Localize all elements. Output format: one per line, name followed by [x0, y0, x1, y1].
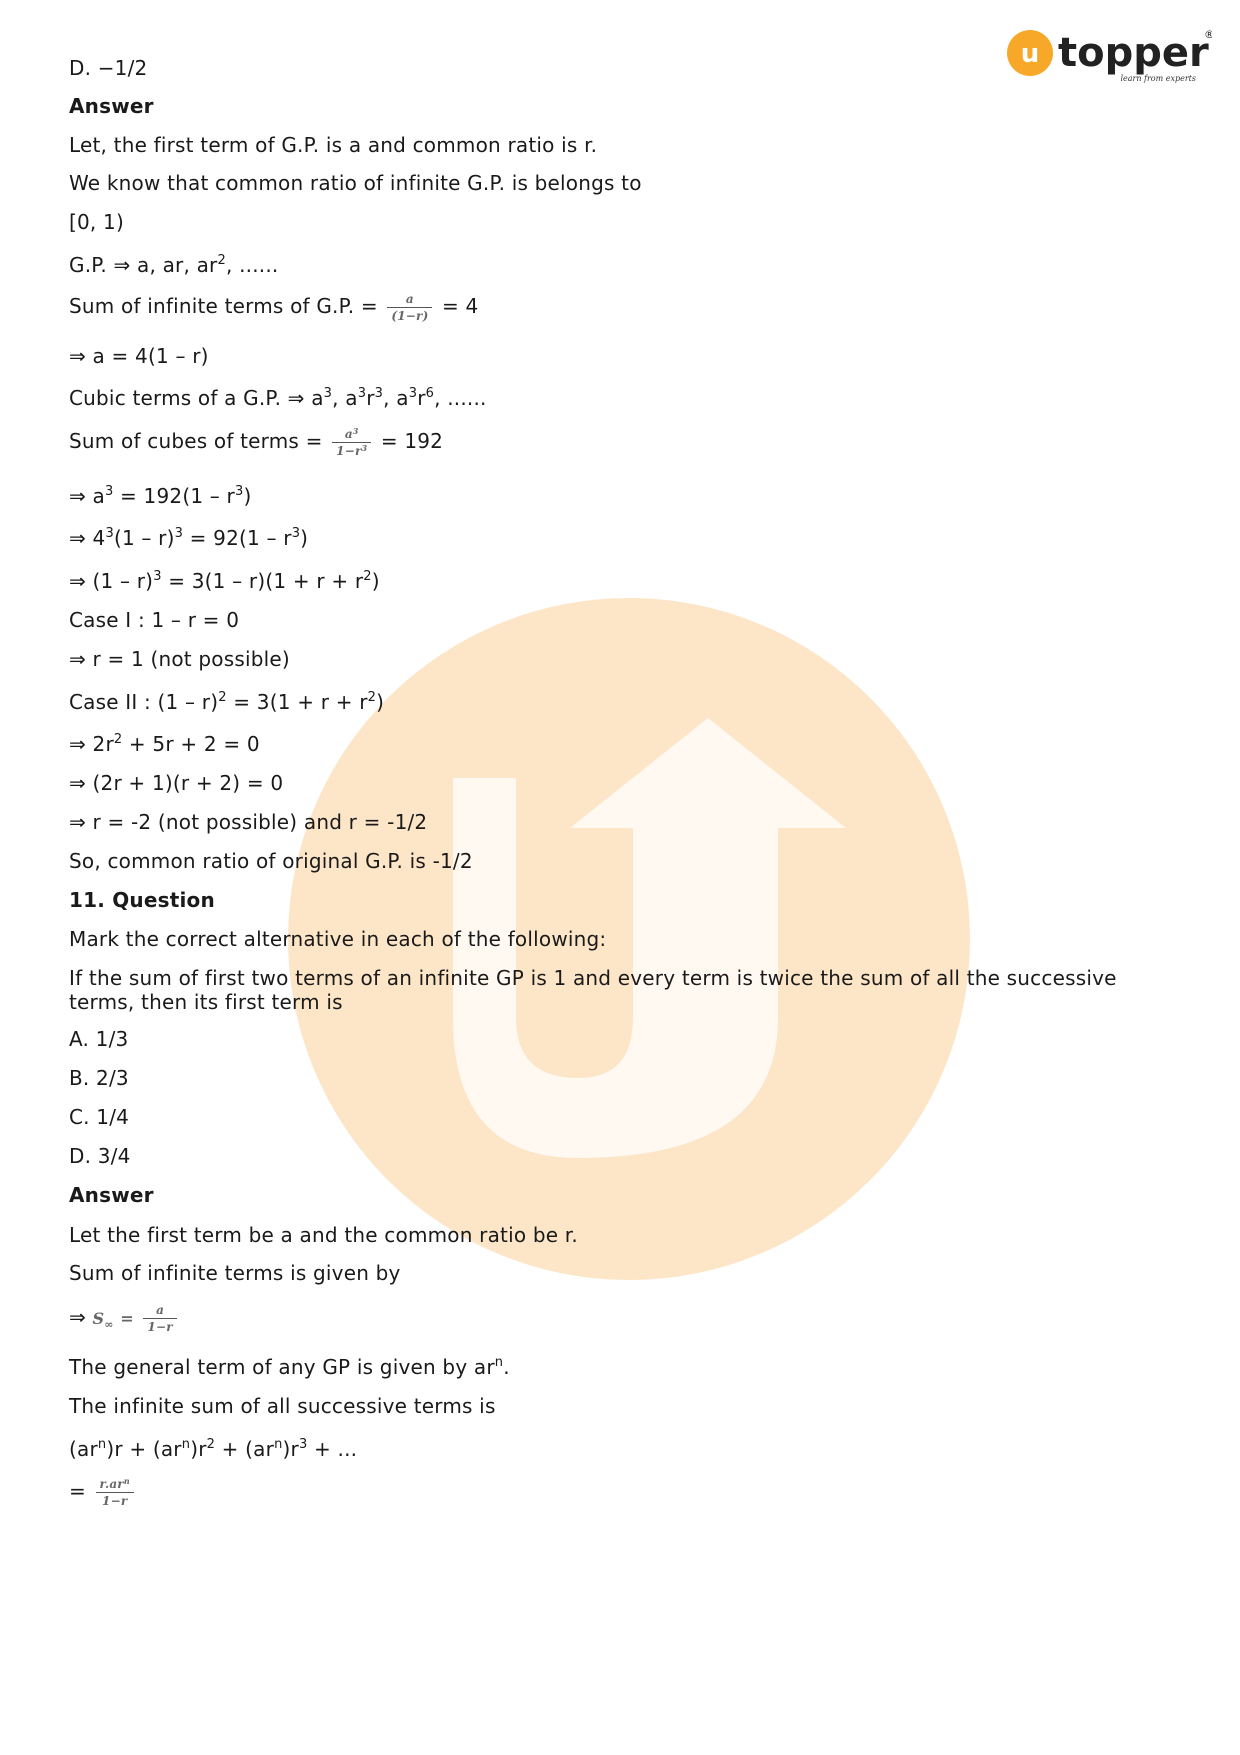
- question-text: If the sum of first two terms of an infinite GP is 1 and every term is twice the sum of all the successive terms, then its first term is: [69, 966, 1117, 1014]
- sum-infinity-formula: ⇒ $S_\infty$ = $\frac{a}{1-r}$: [69, 1302, 180, 1340]
- fraction: $\frac{r.ar^n}{1-r}$: [96, 1477, 134, 1508]
- sum-infinite-line: Sum of infinite terms of G.P. = $\frac{a}{(1-r)}$ = 4: [69, 292, 479, 323]
- answer-heading: Answer: [69, 1183, 154, 1207]
- text-line: Let, the first term of G.P. is a and common ratio is r.: [69, 133, 598, 157]
- general-term-line: The general term of any GP is given by $ar^n$.: [69, 1355, 510, 1379]
- sum-cubes-line: Sum of cubes of terms = $\frac{a^3}{1-r^3}$ = 192: [69, 426, 444, 458]
- equation-line: ⇒ (2r + 1)(r + 2) = 0: [69, 771, 284, 795]
- logo-tagline: learn from experts: [1120, 74, 1196, 83]
- equation-line: ⇒ $(1 - r)^3 = 3(1 - r)(1 + r + r^2)$: [69, 569, 380, 593]
- case-one-line: Case I : 1 – r = 0: [69, 608, 240, 632]
- fraction: $\frac{a^3}{1-r^3}$: [332, 427, 371, 458]
- equation-line: ⇒ $2r^2 + 5r + 2 = 0$: [69, 732, 260, 756]
- conclusion-line: So, common ratio of original G.P. is -1/2: [69, 849, 473, 873]
- answer-heading: Answer: [69, 94, 154, 118]
- option-a: A. 1/3: [69, 1027, 129, 1051]
- instruction-line: Mark the correct alternative in each of the following:: [69, 927, 607, 951]
- option-b: B. 2/3: [69, 1066, 129, 1090]
- fraction: $\frac{a}{(1-r)}$: [387, 292, 432, 323]
- series-sum-formula: = $\frac{r.ar^n}{1-r}$: [69, 1476, 137, 1508]
- case-two-line: Case II : $(1 - r)^2 = 3(1 + r + r^2)$: [69, 690, 385, 714]
- option-d: D. 3/4: [69, 1144, 131, 1168]
- topper-logo: [1006, 26, 1212, 88]
- cubic-terms-line: Cubic terms of a G.P. ⇒ $a^3$, $a^3r^3$, $a^3r^6$, ......: [69, 386, 487, 410]
- registered-mark: ®: [1204, 28, 1212, 41]
- equation-line: ⇒ $a^3 = 192(1 - r^3)$: [69, 484, 252, 508]
- logo-letter: u: [1020, 39, 1040, 69]
- equation-line: ⇒ r = 1 (not possible): [69, 647, 290, 671]
- fraction: $\frac{a}{1-r}$: [143, 1303, 176, 1334]
- equation-line: ⇒ r = -2 (not possible) and r = -1/2: [69, 810, 428, 834]
- equation-line: ⇒ a = 4(1 – r): [69, 344, 209, 368]
- gp-terms-line: G.P. ⇒ a, ar, $ar^2$, ......: [69, 253, 279, 277]
- option-d-prev: D. −1/2: [69, 56, 148, 80]
- text-line: We know that common ratio of infinite G.P. is belongs to: [69, 171, 642, 195]
- text-line: The infinite sum of all successive terms is: [69, 1394, 496, 1418]
- text-line: Let the first term be a and the common ratio be r.: [69, 1223, 578, 1247]
- question-heading: 11. Question: [69, 888, 215, 912]
- text-line: [0, 1): [69, 210, 124, 234]
- series-line: $(ar^n)r + (ar^n)r^2 + (ar^n)r^3$ + ...: [69, 1437, 358, 1461]
- text-line: Sum of infinite terms is given by: [69, 1261, 401, 1285]
- equation-line: ⇒ $4^3(1 - r)^3 = 92(1 - r^3)$: [69, 526, 309, 550]
- logo-text: topper: [1058, 30, 1209, 76]
- option-c: C. 1/4: [69, 1105, 130, 1129]
